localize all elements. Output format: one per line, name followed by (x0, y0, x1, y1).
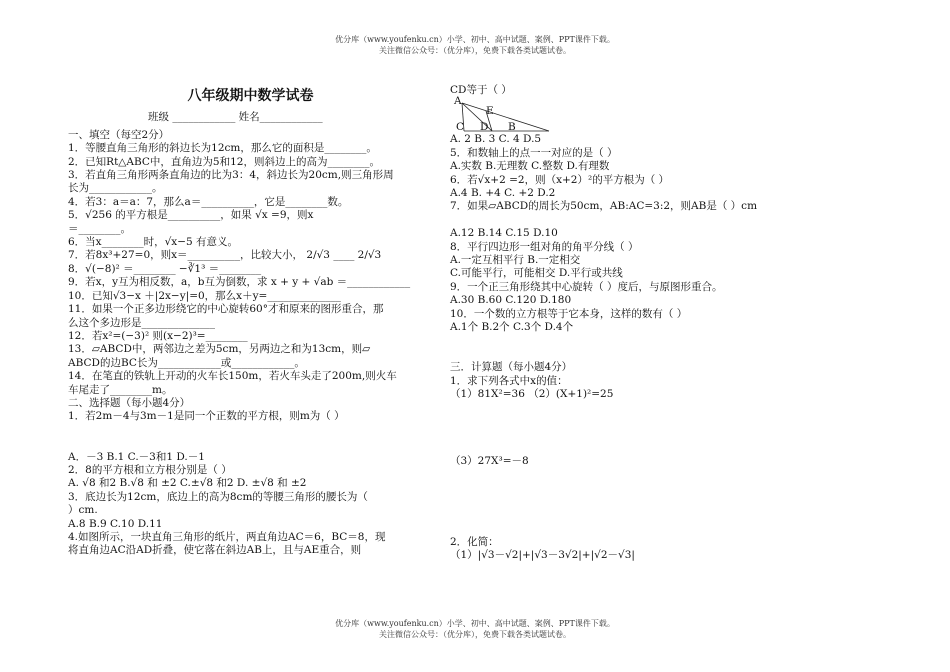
left-question-list (68, 129, 413, 558)
header-line-2: 关注微信公众号：（优分库），免费下载各类试题试卷。 (379, 46, 571, 55)
question-line (450, 415, 790, 428)
question-line: 三．计算题（每小题4分） (450, 361, 573, 374)
question-line: 12．若x²=(−3)² 则(x−2)³=________ (68, 329, 248, 342)
question-line: 10．一个数的立方根等于它本身，这样的数有（ ） (450, 307, 688, 320)
question-line: A. 2 B. 3 C. 4 D.5 (450, 133, 542, 146)
question-line: A.30 B.60 C.120 D.180 (450, 294, 572, 307)
question-line: A．－3 B.1 C.－3和1 D.－1 (68, 450, 205, 463)
question-line: 4.如图所示，一块直角三角形的纸片，两直角边AC＝6，BC＝8，现 (68, 531, 386, 543)
page-header (0, 34, 950, 56)
question-line (450, 348, 790, 361)
question-line: A.一定互相平行 B.一定相交 (450, 254, 581, 267)
question-line: 一、填空（每空2分） (68, 128, 170, 141)
question-line: 9．一个正三角形绕其中心旋转（ ）度后，与原图形重合。 (450, 280, 723, 293)
figure-label-a: A (454, 95, 462, 108)
question-line: A.实数 B.无理数 C.整数 D.有理数 (450, 160, 610, 173)
figure-label-b: B (508, 121, 516, 134)
question-line (450, 442, 790, 455)
question-line (450, 335, 790, 348)
question-line: 10．已知√3−x ＋|2x−y|=0，那么x＋y=______________ (68, 289, 341, 302)
question-line: 5．和数轴上的点一一对应的是（ ） (450, 146, 618, 159)
question-line: 9．若x，y互为相反数，a，b互为倒数，求 x + y + √ab ＝____________ (68, 276, 411, 289)
question-line: 8．平行四边形一组对角的角平分线（ ） (450, 240, 639, 253)
right-column (450, 84, 790, 562)
question-line: 8．√(−8)² ＝________ −∛1³ ＝________ (68, 262, 262, 275)
footer-line-1: 优分库（www.youfenku.cn）小学、初中、高中试题、案例、PPT课件下载。 (335, 619, 615, 628)
question-line: （1）81X²=36 （2）(X+1)²=25 (450, 388, 614, 401)
question-line: A.8 B.9 C.10 D.11 (68, 517, 163, 530)
question-line: C.可能平行，可能相交 D.平行或共线 (450, 267, 623, 280)
question-line: 长为____________。 (68, 182, 163, 195)
right-continued-line: CD等于（ ） (450, 84, 512, 96)
footer-line-2: 关注微信公众号：（优分库），免费下载各类试题试卷。 (379, 630, 571, 639)
question-line: 4．若3：a＝a：7，那么a＝__________，它是________数。 (68, 195, 349, 208)
question-line: 1．等腰直角三角形的斜边长为12cm，那么它的面积是________。 (68, 142, 377, 155)
question-line: ）cm. (68, 504, 98, 517)
exam-title: 八年级期中数学试卷 (187, 88, 314, 104)
question-line: 2．化简： (450, 535, 499, 548)
question-line (450, 509, 790, 522)
question-line: A.1个 B.2个 C.3个 D.4个 (450, 321, 574, 334)
question-line: A. √8 和2 B.√8 和 ±2 C.±√8 和2 D. ±√8 和 ±2 (68, 477, 307, 490)
question-line (68, 437, 413, 450)
left-column (68, 90, 413, 558)
question-line: 2．已知Rt△ABC中，直角边为5和12，则斜边上的高为________。 (68, 155, 380, 168)
class-name-line: 班级 ____________ 姓名____________ (148, 111, 323, 124)
right-question-list (450, 133, 790, 562)
question-line: 11．如果一个正多边形绕它的中心旋转60°才和原来的图形重合，那 (68, 303, 384, 316)
question-line (450, 482, 790, 495)
question-line: 么这个多边形是______________ (68, 316, 215, 329)
question-line (450, 495, 790, 508)
question-line: 二、选择题（每小题4分） (68, 396, 191, 409)
question-line: ＝________。 (68, 222, 131, 235)
question-line (450, 469, 790, 482)
figure-label-c: C (456, 121, 465, 134)
figure-label-e: E (486, 105, 494, 118)
question-line: 7．如果▱ABCD的周长为50cm，AB:AC=3:2，则AB是（ ）cm (450, 200, 758, 213)
question-line: 车尾走了________m。 (68, 383, 173, 396)
question-line: 6．当x________时，√x−5 有意义。 (68, 236, 239, 249)
question-line: 将直角边AC沿AD折叠，使它落在斜边AB上，且与AE重合，则 (68, 544, 362, 557)
question-line (450, 428, 790, 441)
question-line (450, 402, 790, 415)
question-line: （1）|√3－√2|+|√3－3√2|+|√2－√3| (450, 549, 635, 561)
figure-label-d: D (480, 121, 489, 134)
triangle-figure-area (450, 97, 790, 133)
question-line: 5．√256 的平方根是__________，如果 √x =9，则x (68, 209, 314, 222)
question-line: （3）27X³=－8 (450, 455, 529, 468)
question-line: A.12 B.14 C.15 D.10 (450, 227, 558, 240)
question-line (68, 424, 413, 437)
question-line: 13．▱ABCD中，两邻边之差为5cm，另两边之和为13cm，则▱ (68, 343, 371, 356)
question-line: 1．若2m－4与3m－1是同一个正数的平方根，则m为（ ） (68, 410, 345, 423)
question-line: 2．8的平方根和立方根分别是（ ） (68, 463, 232, 476)
question-line: 3．若直角三角形两条直角边的比为3：4，斜边长为20cm,则三角形周 (68, 169, 394, 182)
question-line: A.4 B. +4 C. +2 D.2 (450, 187, 556, 200)
question-line: 6．若√x+2 =2，则（x+2）²的平方根为（ ） (450, 173, 670, 186)
question-line: 1．求下列各式中x的值： (450, 374, 568, 387)
page-footer (0, 618, 950, 640)
question-line (450, 214, 790, 227)
question-line (450, 522, 790, 535)
question-line: 14．在笔直的铁轨上开动的火车长150m，若火车头走了200m,则火车 (68, 370, 397, 383)
question-line: 3．底边长为12cm，底边上的高为8cm的等腰三角形的腰长为（ (68, 490, 368, 503)
question-line: ABCD的边BC长为____________或____________。 (68, 356, 305, 369)
question-line: 7．若8x³+27=0，则x＝__________，比较大小， 2/√3 ____ 2/√3 (68, 249, 382, 262)
header-line-1: 优分库（www.youfenku.cn）小学、初中、高中试题、案例、PPT课件下载。 (335, 35, 615, 44)
